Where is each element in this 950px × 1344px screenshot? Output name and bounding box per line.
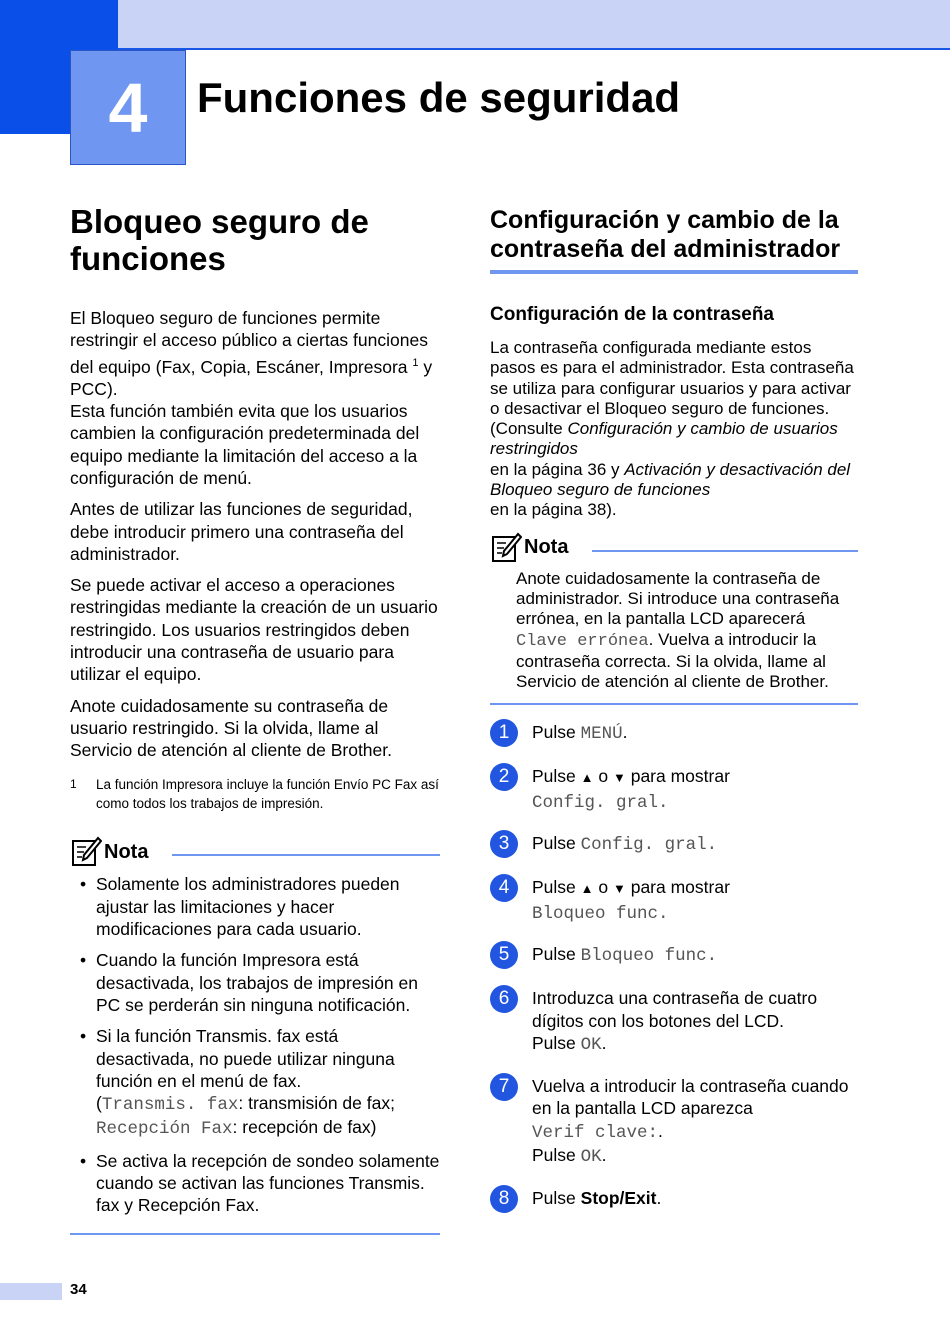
paragraph: Antes de utilizar las funciones de seguridad, debe introducir primero una contraseña del administrador. xyxy=(70,499,413,564)
step-list xyxy=(490,721,858,1213)
list-item: • Cuando la función Impresora está desactivada, los trabajos de impresión en PC se perderán sin ninguna notificación. xyxy=(70,949,440,1016)
down-arrow-icon: ▼ xyxy=(612,881,626,897)
lcd-button-label: MENÚ xyxy=(580,724,623,745)
paragraph: Se puede activar el acceso a operaciones restringidas mediante la creación de un usuario restringido. Los usuarios restringidos deben introducir una contraseña de usuario para utilizar el equipo. xyxy=(70,575,438,685)
up-arrow-icon: ▲ xyxy=(580,770,594,786)
cross-reference-link[interactable]: Activación y desactivación del Bloqueo seguro de funciones xyxy=(490,459,851,500)
lcd-button-label: OK xyxy=(580,1035,602,1056)
step-number-badge: 6 xyxy=(490,985,518,1013)
step-number-badge: 2 xyxy=(490,763,518,791)
key-label: Stop/Exit xyxy=(580,1187,657,1208)
header-rule xyxy=(118,48,950,50)
list-item: • Se activa la recepción de sondeo solamente cuando se activan las funciones Transmis. fax y Recepción Fax. xyxy=(70,1150,440,1217)
step-1: 1 Pulse MENÚ. xyxy=(490,721,858,747)
step-number-badge: 3 xyxy=(490,830,518,858)
list-item: • Solamente los administradores pueden ajustar las limitaciones y hacer modificaciones para cada usuario. xyxy=(70,873,440,940)
lcd-button-label: OK xyxy=(580,1147,602,1168)
paragraph: Anote cuidadosamente su contraseña de usuario restringido. Si la olvida, llame al Servicio de atención al cliente de Brother. xyxy=(70,695,392,761)
note-rule xyxy=(592,550,858,552)
left-column xyxy=(70,203,440,1235)
step-4: 4 Pulse ▲ o ▼ para mostrar Bloqueo func. xyxy=(490,876,858,925)
page-number-bar xyxy=(0,1283,62,1300)
note-header xyxy=(490,531,858,565)
cross-reference-link[interactable]: Configuración y cambio de usuarios restringidos xyxy=(490,419,838,459)
header-band xyxy=(0,0,950,48)
footnote-number: 1 xyxy=(70,777,77,792)
paragraph: El Bloqueo seguro de funciones permite restringir el acceso público a ciertas funciones del equipo (Fax, Copia, Escáner, Impresora $^1$ y PCC). Esta función también evita que los usuarios cambien la configuración predeterminada del equipo mediante la limitación del acceso a la configuración de menú. xyxy=(70,308,433,488)
section-rule xyxy=(490,270,858,274)
right-column xyxy=(490,206,858,1213)
step-7: 7 Vuelva a introducir la contraseña cuando en la pantalla LCD aparezca Verif clave:. Pulse OK. xyxy=(490,1075,858,1169)
lcd-message-label: Verif clave: xyxy=(532,1122,659,1143)
step-number-badge: 5 xyxy=(490,941,518,969)
note-text: Anote cuidadosamente la contraseña de administrador. Si introduce una contraseña errónea, en la pantalla LCD aparecerá Clave errónea. Vuelva a introducir la contraseña correcta. Si la olvida, llame al Servicio de atención al cliente de Brother. xyxy=(516,568,840,692)
subheading: Configuración de la contraseña xyxy=(490,304,774,325)
lcd-menu-label: Bloqueo func xyxy=(532,903,659,924)
note-bottom-rule xyxy=(70,1233,440,1235)
note-title: Nota xyxy=(104,840,149,863)
lcd-menu-label: Config. gral xyxy=(532,792,659,813)
footnote-ref[interactable]: 1 xyxy=(412,356,419,369)
note-rule xyxy=(172,854,440,856)
chapter-number: 4 xyxy=(70,50,186,165)
chapter-title: Funciones de seguridad xyxy=(197,74,681,121)
note-pencil-icon xyxy=(490,532,522,564)
step-number-badge: 1 xyxy=(490,719,518,747)
paragraph: La contraseña configurada mediante estos pasos es para el administrador. Esta contraseña se utiliza para configurar usuarios y para activar o desactivar el Bloqueo seguro de funciones. (Consulte Configuración y cambio de usuarios restringidos en la página 36 y Activación y desactivación del Bloqueo seguro de funciones en la página 38). xyxy=(490,338,854,520)
section-heading: Configuración y cambio de la contraseña del administrador xyxy=(490,206,841,263)
lcd-menu-label: Config. gral xyxy=(580,835,707,856)
step-8: 8 Pulse Stop/Exit. xyxy=(490,1187,858,1213)
page-number: 34 xyxy=(70,1281,87,1298)
down-arrow-icon: ▼ xyxy=(612,770,626,786)
step-number-badge: 8 xyxy=(490,1185,518,1213)
section-heading: Bloqueo seguro de funciones xyxy=(70,203,369,277)
step-3: 3 Pulse Config. gral. xyxy=(490,832,858,858)
step-6: 6 Introduzca una contraseña de cuatro dígitos con los botones del LCD. Pulse OK. xyxy=(490,987,858,1057)
step-5: 5 Pulse Bloqueo func. xyxy=(490,943,858,969)
step-number-badge: 7 xyxy=(490,1073,518,1101)
step-2: 2 Pulse ▲ o ▼ para mostrar Config. gral. xyxy=(490,765,858,814)
note-pencil-icon xyxy=(70,836,102,868)
up-arrow-icon: ▲ xyxy=(580,881,594,897)
footnote-text: La función Impresora incluye la función Envío PC Fax así como todos los trabajos de impresión. xyxy=(96,777,439,812)
note-bottom-rule xyxy=(490,703,858,705)
step-number-badge: 4 xyxy=(490,874,518,902)
note-list xyxy=(70,873,440,1216)
note-header xyxy=(70,835,440,869)
note-title: Nota xyxy=(524,536,569,559)
footnote xyxy=(70,775,440,813)
lcd-menu-label: Bloqueo func xyxy=(580,946,707,967)
list-item: • Si la función Transmis. fax está desactivada, no puede utilizar ninguna función en el menú de fax. (Transmis. fax: transmisión de fax; Recepción Fax: recepción de fax) xyxy=(70,1025,440,1140)
